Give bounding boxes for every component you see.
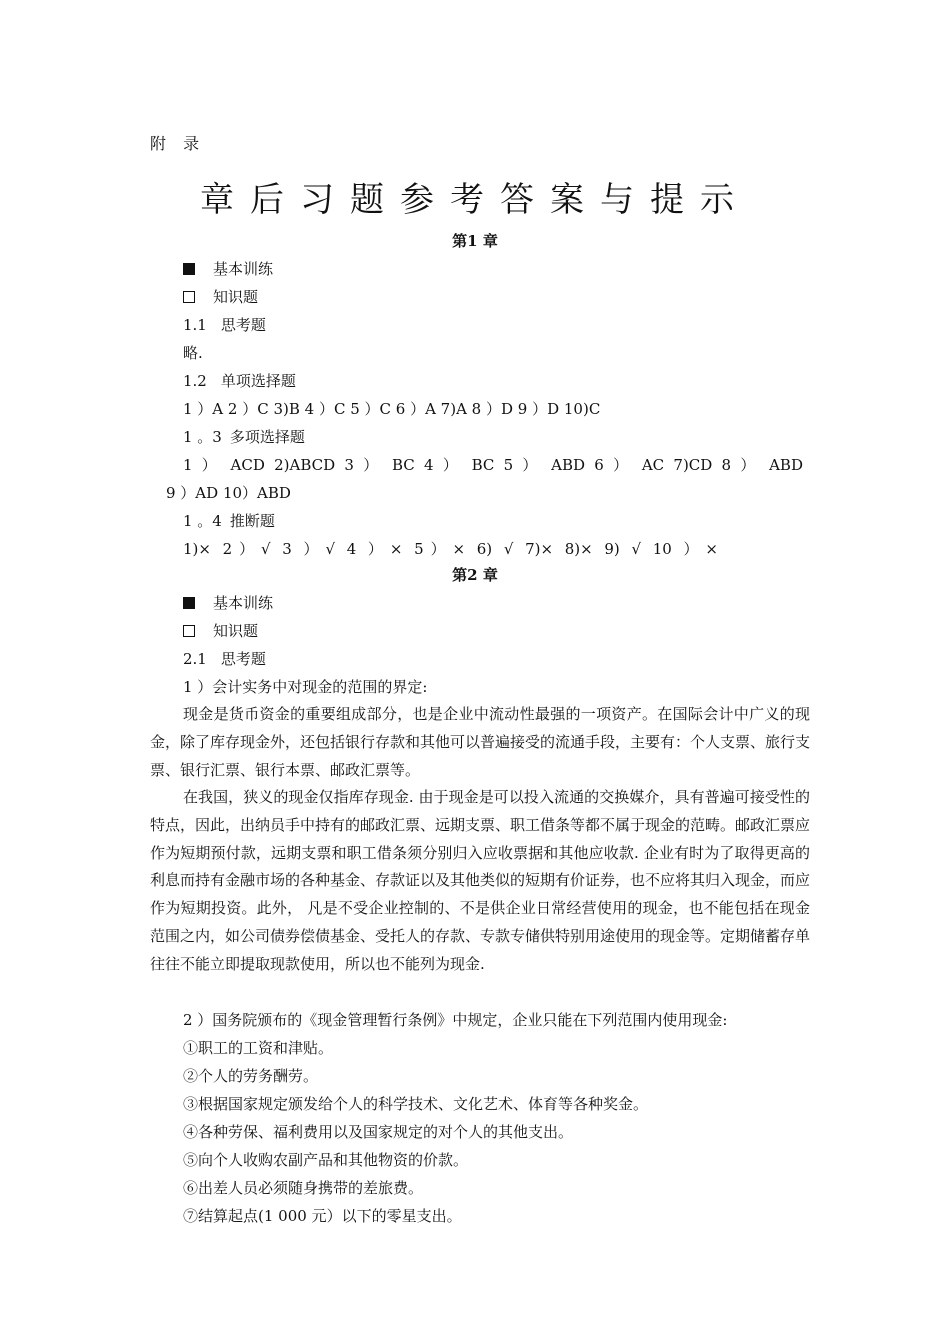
ch1-q3-answers-line1: 1 ） ACD 2)ABCD 3 ） BC 4 ） BC 5 ） ABD 6 ） AC 7)CD 8 ） ABD [183,456,803,474]
ch1-q2-title: 单项选择题 [220,372,296,390]
ch1-subsection-label: 知识题 [213,288,259,306]
list-item: ②个人的劳务酬劳。 [183,1067,319,1085]
chapter-1-heading: 第1 章 [452,232,498,250]
list-item: ⑥出差人员必须随身携带的差旅费。 [183,1179,424,1197]
ch1-q2-answers: 1 ）A 2 ）C 3)B 4 ）C 5 ）C 6 ）A 7)A 8 ）D 9 ）D 10)C [183,400,601,418]
ch2-item-1: 1 ）会计实务中对现金的范围的界定: [183,678,428,696]
ch1-q3-heading [183,427,305,447]
list-item: ④各种劳保、福利费用以及国家规定的对个人的其他支出。 [183,1123,574,1141]
ch1-q3-title: 多项选择题 [229,428,305,446]
ch1-q4-number: 1 。4 [183,512,222,530]
ch2-section-label: 基本训练 [213,594,274,612]
appendix-label: 附 录 [150,134,206,153]
ch2-paragraph-2: 在我国，狭义的现金仅指库存现金. 由于现金是可以投入流通的交换媒介，具有普遍可接受性的特点，因此，出纳员手中持有的邮政汇票、远期支票、职工借条等都不属于现金的范畴。邮政汇票应作为短期预付款，远期支票和职工借条须分别归入应收票据和其他应收款. 企业有时为了取得更高的利息而持有金融市场的各种基金、存款证以及其他类似的短期有价证券，也不应将其归入现金，而应作为短期投资。此外， 凡是不受企业控制的、不是供企业日常经营使用的现金，也不能包括在现金范围之内，如公司债券偿债基金、受托人的存款、专款专储供特别用途使用的现金等。定期储蓄存单往往不能立即提取现款使用，所以也不能列为现金. [150,788,811,973]
empty-square-icon [183,291,195,303]
page-title: 章后习题参考答案与提示 [200,180,750,220]
ch1-q3-number: 1 。3 [183,428,222,446]
ch1-q1-answer: 略. [183,344,203,362]
ch1-q1-heading [183,315,266,335]
ch2-q1-title: 思考题 [220,650,266,668]
filled-square-icon [183,597,195,609]
ch1-q4-heading [183,511,275,531]
ch2-section [183,593,273,613]
list-item: ①职工的工资和津贴。 [183,1039,334,1057]
ch1-q1-number: 1.1 [183,316,207,334]
ch1-section-label: 基本训练 [213,260,274,278]
ch2-item-2: 2 ）国务院颁布的《现金管理暂行条例》中规定，企业只能在下列范围内使用现金: [183,1011,728,1029]
list-item: ⑤向个人收购农副产品和其他物资的价款。 [183,1151,469,1169]
empty-square-icon [183,625,195,637]
ch1-q4-answers: 1)× 2）√ 3 ）√ 4 ）× 5）× 6) √ 7)× 8)× 9) √ 10 ）× [183,540,718,558]
ch2-q1-heading [183,649,266,669]
ch1-q4-title: 推断题 [229,512,275,530]
ch1-section [183,259,273,279]
ch1-q1-title: 思考题 [220,316,266,334]
ch2-paragraph-1: 现金是货币资金的重要组成部分，也是企业中流动性最强的一项资产。在国际会计中广义的现金，除了库存现金外，还包括银行存款和其他可以普遍接受的流通手段，主要有：个人支票、旅行支票、银行汇票、银行本票、邮政汇票等。 [150,705,811,779]
list-item: ⑦结算起点(1 000 元）以下的零星支出。 [183,1207,462,1225]
ch1-subsection [183,287,258,307]
filled-square-icon [183,263,195,275]
ch2-subsection-label: 知识题 [213,622,259,640]
ch1-q2-number: 1.2 [183,372,207,390]
ch1-q2-heading [183,371,296,391]
list-item: ③根据国家规定颁发给个人的科学技术、文化艺术、体育等各种奖金。 [183,1095,649,1113]
chapter-2-heading: 第2 章 [452,566,498,584]
ch2-q1-number: 2.1 [183,650,207,668]
ch1-q3-answers-line2: 9 ）AD 10）ABD [166,484,291,502]
ch2-subsection [183,621,258,641]
